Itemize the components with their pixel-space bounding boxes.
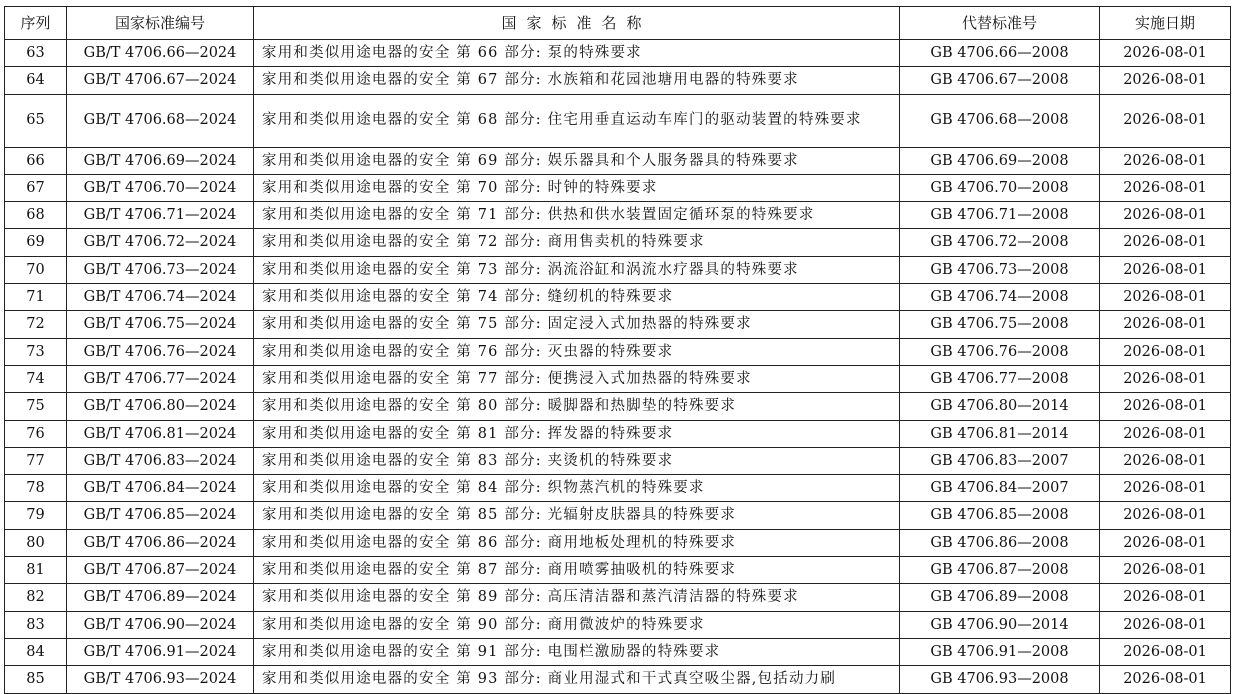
cell-replaced-standard: GB 4706.67—2008 bbox=[900, 67, 1100, 94]
cell-serial: 74 bbox=[5, 365, 67, 392]
cell-effective-date: 2026-08-01 bbox=[1100, 420, 1231, 447]
cell-standard-number: GB/T 4706.73—2024 bbox=[67, 256, 254, 283]
cell-serial: 63 bbox=[5, 40, 67, 67]
cell-standard-name: 家用和类似用途电器的安全 第 87 部分: 商用喷雾抽吸机的特殊要求 bbox=[254, 557, 900, 584]
cell-standard-name: 家用和类似用途电器的安全 第 67 部分: 水族箱和花园池塘用电器的特殊要求 bbox=[254, 67, 900, 94]
cell-effective-date: 2026-08-01 bbox=[1100, 284, 1231, 311]
cell-replaced-standard: GB 4706.85—2008 bbox=[900, 502, 1100, 529]
cell-standard-number: GB/T 4706.67—2024 bbox=[67, 67, 254, 94]
table-row bbox=[5, 638, 1231, 665]
cell-standard-number: GB/T 4706.87—2024 bbox=[67, 557, 254, 584]
cell-serial: 77 bbox=[5, 447, 67, 474]
header-effective-date: 实施日期 bbox=[1100, 7, 1231, 40]
cell-replaced-standard: GB 4706.70—2008 bbox=[900, 174, 1100, 201]
cell-replaced-standard: GB 4706.73—2008 bbox=[900, 256, 1100, 283]
cell-standard-number: GB/T 4706.83—2024 bbox=[67, 447, 254, 474]
cell-standard-name: 家用和类似用途电器的安全 第 76 部分: 灭虫器的特殊要求 bbox=[254, 338, 900, 365]
cell-replaced-standard: GB 4706.93—2008 bbox=[900, 666, 1100, 693]
cell-standard-number: GB/T 4706.90—2024 bbox=[67, 611, 254, 638]
cell-effective-date: 2026-08-01 bbox=[1100, 67, 1231, 94]
header-serial: 序列 bbox=[5, 7, 67, 40]
cell-effective-date: 2026-08-01 bbox=[1100, 502, 1231, 529]
cell-standard-name: 家用和类似用途电器的安全 第 85 部分: 光辐射皮肤器具的特殊要求 bbox=[254, 502, 900, 529]
table-row bbox=[5, 174, 1231, 201]
cell-standard-number: GB/T 4706.81—2024 bbox=[67, 420, 254, 447]
cell-effective-date: 2026-08-01 bbox=[1100, 311, 1231, 338]
cell-standard-name: 家用和类似用途电器的安全 第 89 部分: 高压清洁器和蒸汽清洁器的特殊要求 bbox=[254, 584, 900, 611]
cell-standard-name: 家用和类似用途电器的安全 第 74 部分: 缝纫机的特殊要求 bbox=[254, 284, 900, 311]
cell-effective-date: 2026-08-01 bbox=[1100, 147, 1231, 174]
cell-effective-date: 2026-08-01 bbox=[1100, 229, 1231, 256]
cell-standard-name: 家用和类似用途电器的安全 第 91 部分: 电围栏激励器的特殊要求 bbox=[254, 638, 900, 665]
cell-standard-number: GB/T 4706.70—2024 bbox=[67, 174, 254, 201]
cell-standard-name: 家用和类似用途电器的安全 第 72 部分: 商用售卖机的特殊要求 bbox=[254, 229, 900, 256]
cell-serial: 81 bbox=[5, 557, 67, 584]
cell-replaced-standard: GB 4706.76—2008 bbox=[900, 338, 1100, 365]
cell-standard-number: GB/T 4706.85—2024 bbox=[67, 502, 254, 529]
cell-standard-name: 家用和类似用途电器的安全 第 83 部分: 夹烫机的特殊要求 bbox=[254, 447, 900, 474]
cell-serial: 68 bbox=[5, 202, 67, 229]
cell-serial: 67 bbox=[5, 174, 67, 201]
cell-replaced-standard: GB 4706.89—2008 bbox=[900, 584, 1100, 611]
cell-effective-date: 2026-08-01 bbox=[1100, 557, 1231, 584]
table-row bbox=[5, 338, 1231, 365]
cell-standard-name: 家用和类似用途电器的安全 第 66 部分: 泵的特殊要求 bbox=[254, 40, 900, 67]
cell-standard-number: GB/T 4706.77—2024 bbox=[67, 365, 254, 392]
cell-replaced-standard: GB 4706.80—2014 bbox=[900, 393, 1100, 420]
standards-table bbox=[4, 6, 1231, 694]
cell-standard-number: GB/T 4706.84—2024 bbox=[67, 475, 254, 502]
cell-replaced-standard: GB 4706.77—2008 bbox=[900, 365, 1100, 392]
cell-replaced-standard: GB 4706.84—2007 bbox=[900, 475, 1100, 502]
cell-serial: 82 bbox=[5, 584, 67, 611]
cell-effective-date: 2026-08-01 bbox=[1100, 584, 1231, 611]
table-row bbox=[5, 447, 1231, 474]
table-row bbox=[5, 393, 1231, 420]
cell-effective-date: 2026-08-01 bbox=[1100, 174, 1231, 201]
table-row bbox=[5, 94, 1231, 147]
cell-serial: 75 bbox=[5, 393, 67, 420]
cell-serial: 72 bbox=[5, 311, 67, 338]
cell-serial: 76 bbox=[5, 420, 67, 447]
cell-standard-number: GB/T 4706.72—2024 bbox=[67, 229, 254, 256]
cell-standard-name: 家用和类似用途电器的安全 第 69 部分: 娱乐器具和个人服务器具的特殊要求 bbox=[254, 147, 900, 174]
cell-replaced-standard: GB 4706.66—2008 bbox=[900, 40, 1100, 67]
cell-replaced-standard: GB 4706.83—2007 bbox=[900, 447, 1100, 474]
table-row bbox=[5, 365, 1231, 392]
cell-serial: 83 bbox=[5, 611, 67, 638]
cell-standard-name: 家用和类似用途电器的安全 第 93 部分: 商业用湿式和干式真空吸尘器,包括动力刷 bbox=[254, 666, 900, 693]
cell-serial: 64 bbox=[5, 67, 67, 94]
cell-effective-date: 2026-08-01 bbox=[1100, 666, 1231, 693]
header-standard-name: 国家标准名称 bbox=[254, 7, 900, 40]
cell-serial: 80 bbox=[5, 529, 67, 556]
table-row bbox=[5, 284, 1231, 311]
cell-effective-date: 2026-08-01 bbox=[1100, 338, 1231, 365]
cell-standard-name: 家用和类似用途电器的安全 第 73 部分: 涡流浴缸和涡流水疗器具的特殊要求 bbox=[254, 256, 900, 283]
cell-effective-date: 2026-08-01 bbox=[1100, 447, 1231, 474]
cell-standard-number: GB/T 4706.68—2024 bbox=[67, 94, 254, 147]
cell-replaced-standard: GB 4706.81—2014 bbox=[900, 420, 1100, 447]
header-standard-number: 国家标准编号 bbox=[67, 7, 254, 40]
cell-replaced-standard: GB 4706.69—2008 bbox=[900, 147, 1100, 174]
table-row bbox=[5, 420, 1231, 447]
cell-replaced-standard: GB 4706.87—2008 bbox=[900, 557, 1100, 584]
cell-effective-date: 2026-08-01 bbox=[1100, 638, 1231, 665]
cell-standard-number: GB/T 4706.89—2024 bbox=[67, 584, 254, 611]
cell-replaced-standard: GB 4706.91—2008 bbox=[900, 638, 1100, 665]
cell-standard-number: GB/T 4706.76—2024 bbox=[67, 338, 254, 365]
cell-serial: 65 bbox=[5, 94, 67, 147]
table-row bbox=[5, 256, 1231, 283]
cell-replaced-standard: GB 4706.71—2008 bbox=[900, 202, 1100, 229]
cell-standard-number: GB/T 4706.75—2024 bbox=[67, 311, 254, 338]
cell-standard-name: 家用和类似用途电器的安全 第 84 部分: 织物蒸汽机的特殊要求 bbox=[254, 475, 900, 502]
table-row bbox=[5, 202, 1231, 229]
cell-replaced-standard: GB 4706.74—2008 bbox=[900, 284, 1100, 311]
cell-standard-number: GB/T 4706.91—2024 bbox=[67, 638, 254, 665]
table-row bbox=[5, 502, 1231, 529]
table-row bbox=[5, 611, 1231, 638]
cell-replaced-standard: GB 4706.86—2008 bbox=[900, 529, 1100, 556]
cell-effective-date: 2026-08-01 bbox=[1100, 256, 1231, 283]
cell-replaced-standard: GB 4706.75—2008 bbox=[900, 311, 1100, 338]
table-row bbox=[5, 229, 1231, 256]
cell-serial: 71 bbox=[5, 284, 67, 311]
cell-effective-date: 2026-08-01 bbox=[1100, 393, 1231, 420]
cell-serial: 79 bbox=[5, 502, 67, 529]
cell-standard-number: GB/T 4706.66—2024 bbox=[67, 40, 254, 67]
cell-standard-number: GB/T 4706.80—2024 bbox=[67, 393, 254, 420]
table-row bbox=[5, 147, 1231, 174]
cell-effective-date: 2026-08-01 bbox=[1100, 365, 1231, 392]
cell-standard-name: 家用和类似用途电器的安全 第 81 部分: 挥发器的特殊要求 bbox=[254, 420, 900, 447]
table-row bbox=[5, 40, 1231, 67]
header-row bbox=[5, 7, 1231, 40]
cell-standard-name: 家用和类似用途电器的安全 第 80 部分: 暖脚器和热脚垫的特殊要求 bbox=[254, 393, 900, 420]
cell-standard-name: 家用和类似用途电器的安全 第 77 部分: 便携浸入式加热器的特殊要求 bbox=[254, 365, 900, 392]
cell-effective-date: 2026-08-01 bbox=[1100, 529, 1231, 556]
cell-serial: 85 bbox=[5, 666, 67, 693]
cell-standard-number: GB/T 4706.71—2024 bbox=[67, 202, 254, 229]
cell-serial: 66 bbox=[5, 147, 67, 174]
table-row bbox=[5, 557, 1231, 584]
cell-replaced-standard: GB 4706.68—2008 bbox=[900, 94, 1100, 147]
cell-standard-name: 家用和类似用途电器的安全 第 71 部分: 供热和供水装置固定循环泵的特殊要求 bbox=[254, 202, 900, 229]
table-row bbox=[5, 67, 1231, 94]
cell-effective-date: 2026-08-01 bbox=[1100, 94, 1231, 147]
cell-effective-date: 2026-08-01 bbox=[1100, 611, 1231, 638]
cell-replaced-standard: GB 4706.90—2014 bbox=[900, 611, 1100, 638]
cell-serial: 84 bbox=[5, 638, 67, 665]
cell-standard-name: 家用和类似用途电器的安全 第 90 部分: 商用微波炉的特殊要求 bbox=[254, 611, 900, 638]
table-row bbox=[5, 666, 1231, 693]
cell-standard-name: 家用和类似用途电器的安全 第 68 部分: 住宅用垂直运动车库门的驱动装置的特殊要求 bbox=[254, 94, 900, 147]
cell-standard-name: 家用和类似用途电器的安全 第 75 部分: 固定浸入式加热器的特殊要求 bbox=[254, 311, 900, 338]
cell-effective-date: 2026-08-01 bbox=[1100, 40, 1231, 67]
cell-standard-number: GB/T 4706.93—2024 bbox=[67, 666, 254, 693]
cell-standard-number: GB/T 4706.86—2024 bbox=[67, 529, 254, 556]
cell-standard-name: 家用和类似用途电器的安全 第 86 部分: 商用地板处理机的特殊要求 bbox=[254, 529, 900, 556]
cell-serial: 78 bbox=[5, 475, 67, 502]
cell-standard-number: GB/T 4706.74—2024 bbox=[67, 284, 254, 311]
cell-serial: 70 bbox=[5, 256, 67, 283]
cell-replaced-standard: GB 4706.72—2008 bbox=[900, 229, 1100, 256]
table-row bbox=[5, 529, 1231, 556]
cell-effective-date: 2026-08-01 bbox=[1100, 475, 1231, 502]
cell-standard-name: 家用和类似用途电器的安全 第 70 部分: 时钟的特殊要求 bbox=[254, 174, 900, 201]
table-row bbox=[5, 311, 1231, 338]
cell-effective-date: 2026-08-01 bbox=[1100, 202, 1231, 229]
header-replaced-standard: 代替标准号 bbox=[900, 7, 1100, 40]
cell-serial: 69 bbox=[5, 229, 67, 256]
cell-serial: 73 bbox=[5, 338, 67, 365]
table-row bbox=[5, 584, 1231, 611]
cell-standard-number: GB/T 4706.69—2024 bbox=[67, 147, 254, 174]
table-row bbox=[5, 475, 1231, 502]
